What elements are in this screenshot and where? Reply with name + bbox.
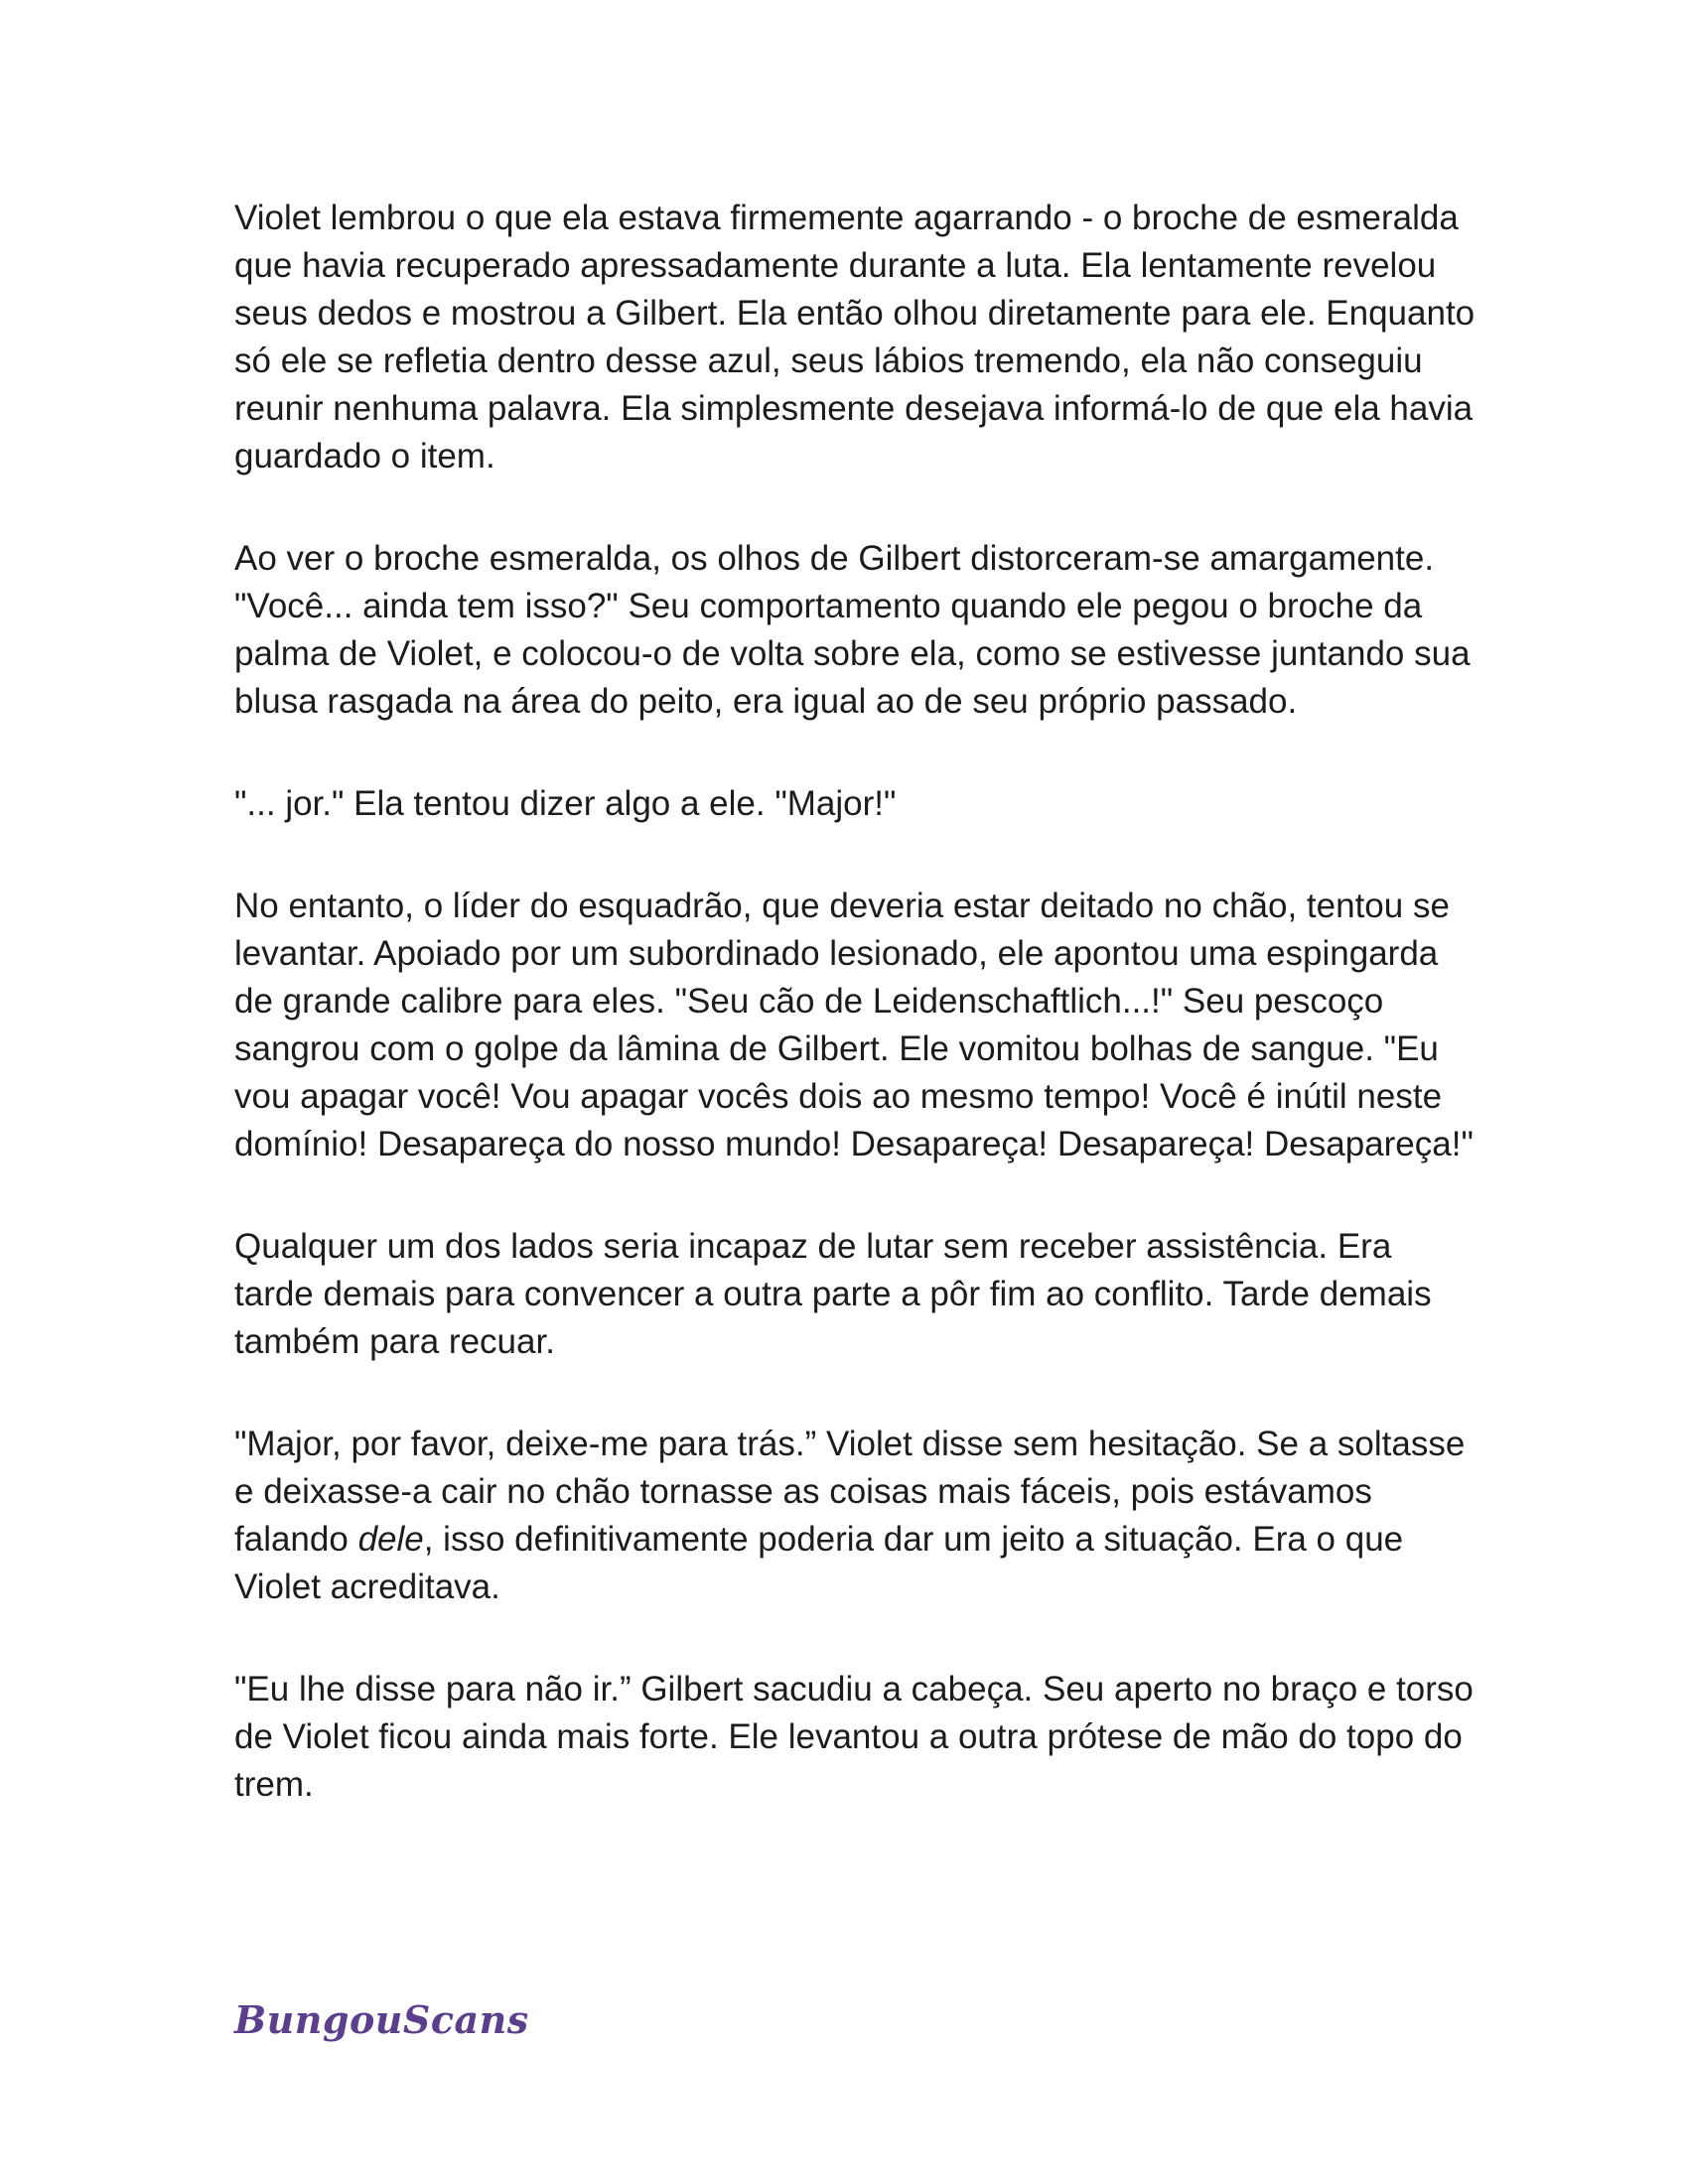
bungouscans-watermark: BungouScans (234, 1997, 529, 2042)
paragraph-6 (234, 1421, 1476, 1611)
paragraph-6-start: "Major, por favor, deixe-me para trás.” Violet disse sem hesitação. Se a soltasse e deixasse-a cair no chão tornasse as coisas mais fáceis, pois estávamos falando (234, 1425, 1466, 1559)
paragraph-2: Ao ver o broche esmeralda, os olhos de Gilbert distorceram-se amargamente. "Você... ainda tem isso?" Seu comportamento quando ele pegou o broche da palma de Violet, e colocou-o de volta sobre ela, como se estivesse juntando sua blusa rasgada na área do peito, era igual ao de seu próprio passado. (234, 539, 1471, 721)
paragraph-4: No entanto, o líder do esquadrão, que deveria estar deitado no chão, tentou se levantar. Apoiado por um subordinado lesionado, ele apontou uma espingarda de grande calibre para eles. "Seu cão de Leidenschaftlich...!" Seu pescoço sangrou com o golpe da lâmina de Gilbert. Ele vomitou bolhas de sangue. "Eu vou apagar você! Vou apagar vocês dois ao mesmo tempo! Você é inútil neste domínio! Desapareça do nosso mundo! Desapareça! Desapareça! Desapareça!" (234, 887, 1474, 1163)
paragraph-6-end: , isso definitivamente poderia dar um jeito a situação. Era o que Violet acreditava. (234, 1520, 1404, 1606)
paragraph-1: Violet lembrou o que ela estava firmemente agarrando - o broche de esmeralda que havia recuperado apressadamente durante a luta. Ela lentamente revelou seus dedos e mostrou a Gilbert. Ela então olhou diretamente para ele. Enquanto só ele se refletia dentro desse azul, seus lábios tremendo, ela não conseguiu reunir nenhuma palavra. Ela simplesmente desejava informá-lo de que ela havia guardado o item. (234, 199, 1476, 476)
paragraph-3: "... jor." Ela tentou dizer algo a ele. "Major!" (234, 784, 897, 823)
document-body (234, 195, 1476, 1863)
paragraph-5: Qualquer um dos lados seria incapaz de lutar sem receber assistência. Era tarde demais para convencer a outra parte a pôr fim ao conflito. Tarde demais também para recuar. (234, 1227, 1432, 1361)
paragraph-7: "Eu lhe disse para não ir.” Gilbert sacudiu a cabeça. Seu aperto no braço e torso de Violet ficou ainda mais forte. Ele levantou a outra prótese de mão do topo do trem. (234, 1670, 1474, 1804)
paragraph-6-emphasis: dele (357, 1520, 424, 1559)
